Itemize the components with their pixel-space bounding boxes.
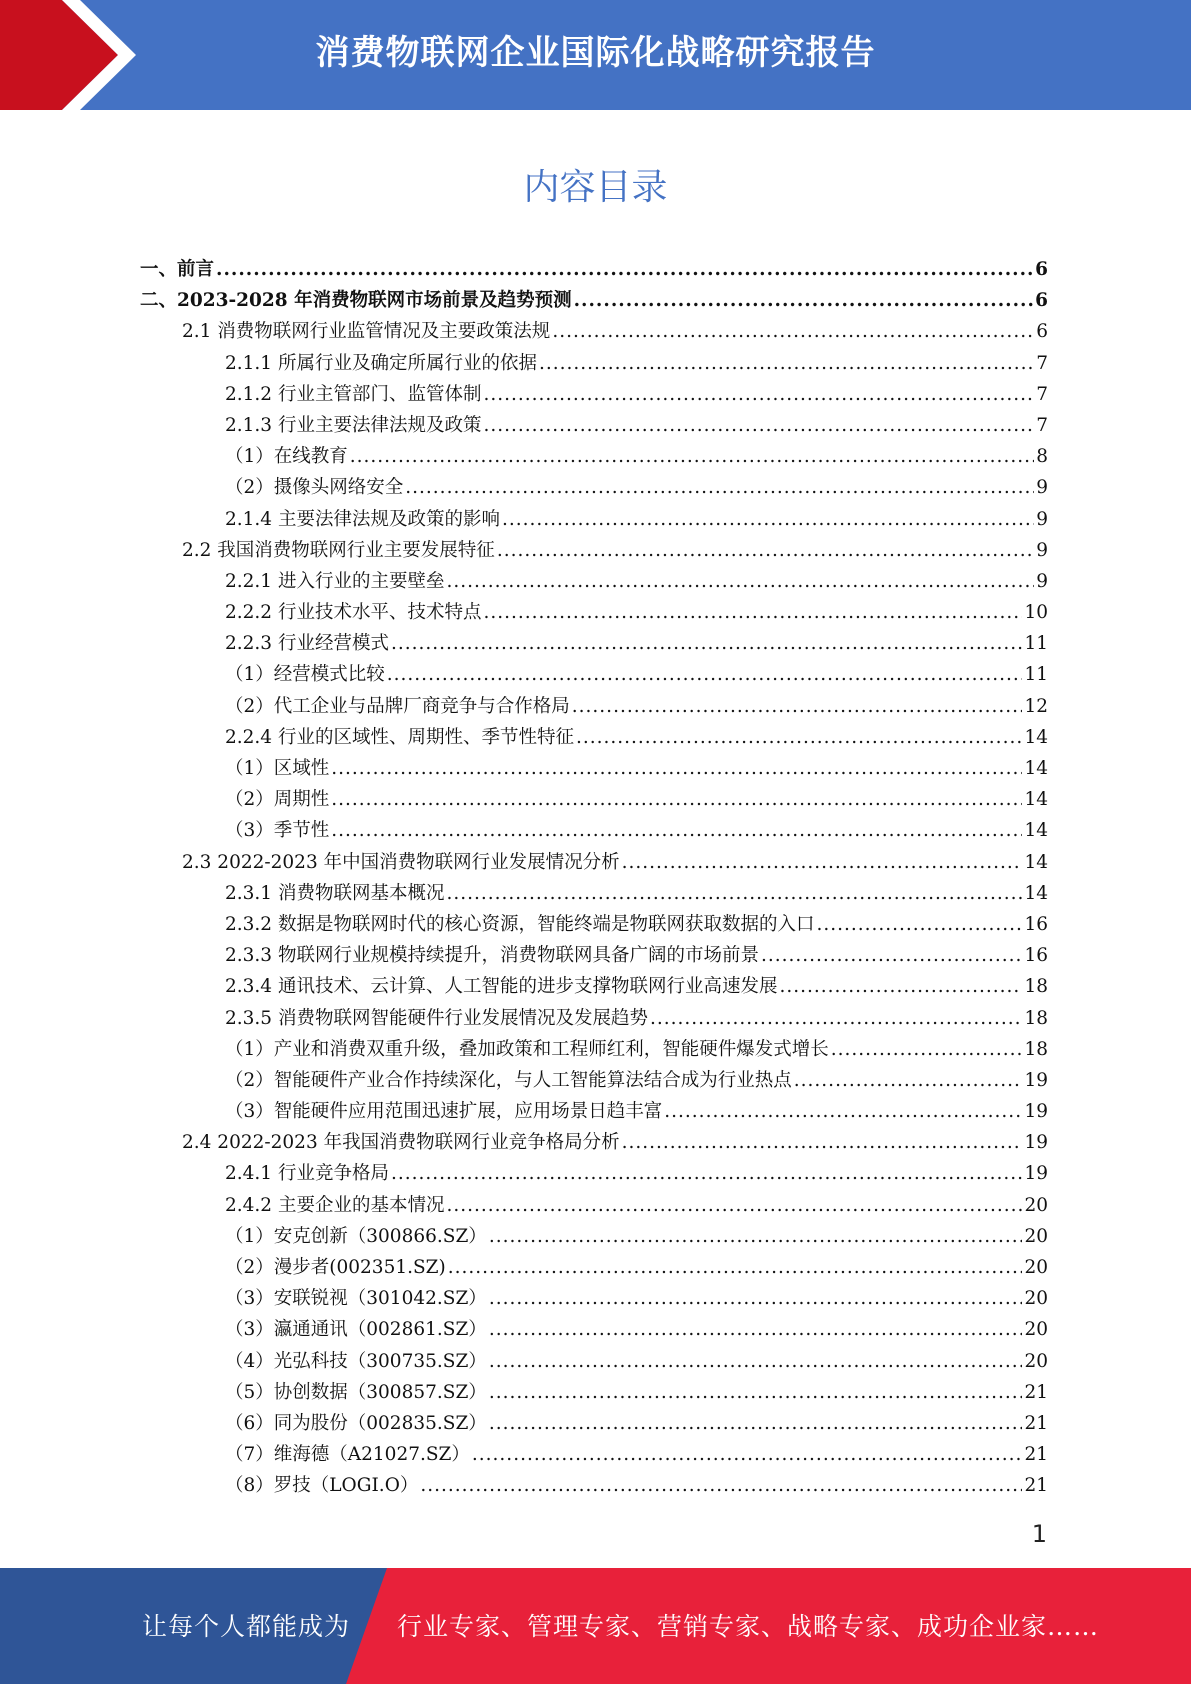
toc-entry-page: 18: [1024, 976, 1048, 998]
toc-leader-dots: [497, 535, 1034, 566]
toc-entry-label: 2.2.2 行业技术水平、技术特点: [225, 602, 482, 624]
toc-entry-label: （1）安克创新（300866.SZ）: [225, 1225, 487, 1247]
header-banner: [0, 0, 1191, 110]
toc-entry[interactable]: [140, 691, 1048, 722]
toc-leader-dots: [489, 1346, 1023, 1377]
toc-entry-page: 16: [1024, 945, 1048, 967]
toc-entry-label: （8）罗技（LOGI.O）: [225, 1475, 419, 1497]
toc-leader-dots: [420, 1470, 1022, 1501]
toc-leader-dots: [446, 566, 1034, 597]
toc-entry[interactable]: [140, 628, 1048, 659]
report-title: 消费物联网企业国际化战略研究报告: [315, 33, 876, 73]
toc-entry-label: （4）光弘科技（300735.SZ）: [225, 1350, 487, 1372]
toc-leader-dots: [502, 504, 1034, 535]
toc-entry[interactable]: [140, 722, 1048, 753]
toc-leader-dots: [331, 753, 1022, 784]
toc-entry-label: （7）维海德（A21027.SZ）: [225, 1444, 470, 1466]
toc-leader-dots: [650, 1003, 1022, 1034]
toc-entry-label: 2.1.2 行业主管部门、监管体制: [225, 383, 482, 405]
toc-title: 内容目录: [523, 167, 668, 208]
toc-entry[interactable]: [140, 878, 1048, 909]
toc-entry-label: 2.4.1 行业竞争格局: [225, 1163, 389, 1185]
toc-leader-dots: [779, 971, 1022, 1002]
toc-entry[interactable]: [140, 472, 1048, 503]
toc-entry[interactable]: [140, 1408, 1048, 1439]
toc-entry[interactable]: [140, 753, 1048, 784]
toc-leader-dots: [664, 1096, 1022, 1127]
toc-entry-page: 10: [1024, 602, 1048, 624]
toc-entry-label: 2.1.4 主要法律法规及政策的影响: [225, 508, 500, 530]
toc-entry[interactable]: [140, 784, 1048, 815]
toc-entry-page: 6: [1035, 259, 1048, 280]
toc-entry[interactable]: [140, 254, 1048, 285]
toc-leader-dots: [831, 1034, 1023, 1065]
toc-entry-label: （6）同为股份（002835.SZ）: [225, 1412, 487, 1434]
toc-entry-page: 9: [1036, 508, 1048, 530]
toc-entry[interactable]: [140, 1003, 1048, 1034]
toc-leader-dots: [331, 784, 1022, 815]
toc-entry-label: （2）代工企业与品牌厂商竞争与合作格局: [225, 695, 570, 717]
toc-entry[interactable]: [140, 909, 1048, 940]
toc-entry-label: 2.3.5 消费物联网智能硬件行业发展情况及发展趋势: [225, 1007, 648, 1029]
toc-entry-label: 2.1.3 行业主要法律法规及政策: [225, 414, 482, 436]
toc-entry[interactable]: [140, 1158, 1048, 1189]
toc-entry[interactable]: [140, 441, 1048, 472]
toc-entry[interactable]: [140, 566, 1048, 597]
toc-entry-label: 2.2 我国消费物联网行业主要发展特征: [182, 539, 495, 561]
header-arrow-icon: [0, 0, 150, 110]
toc-entry-page: 11: [1024, 633, 1048, 655]
toc-entry[interactable]: [140, 971, 1048, 1002]
toc-entry-label: （2）摄像头网络安全: [225, 477, 404, 499]
toc-entry-label: 2.3.4 通讯技术、云计算、人工智能的进步支撑物联网行业高速发展: [225, 976, 778, 998]
toc-entry-page: 9: [1036, 539, 1048, 561]
toc-entry[interactable]: [140, 285, 1048, 316]
toc-leader-dots: [576, 722, 1022, 753]
toc-entry-page: 19: [1024, 1069, 1048, 1091]
toc-entry[interactable]: [140, 1439, 1048, 1470]
toc-entry-page: 14: [1024, 882, 1048, 904]
toc-leader-dots: [391, 1158, 1022, 1189]
toc-entry[interactable]: [140, 1314, 1048, 1345]
toc-entry-page: 14: [1024, 789, 1048, 811]
toc-entry-label: （2）周期性: [225, 789, 330, 811]
toc-leader-dots: [446, 878, 1022, 909]
toc-leader-dots: [446, 1190, 1022, 1221]
toc-entry[interactable]: [140, 1470, 1048, 1501]
toc-leader-dots: [489, 1283, 1023, 1314]
toc-leader-dots: [794, 1065, 1023, 1096]
toc-entry-label: 2.2.4 行业的区域性、周期性、季节性特征: [225, 726, 574, 748]
toc-entry[interactable]: [140, 1346, 1048, 1377]
toc-entry-page: 20: [1024, 1194, 1048, 1216]
toc-entry-label: 一、前言: [140, 259, 215, 280]
toc-entry-page: 20: [1024, 1225, 1048, 1247]
toc-entry[interactable]: [140, 1283, 1048, 1314]
toc-entry-label: （1）区域性: [225, 758, 330, 779]
toc-entry-label: （5）协创数据（300857.SZ）: [225, 1381, 487, 1403]
toc-leader-dots: [448, 1252, 1023, 1283]
footer-banner: [0, 1568, 1191, 1684]
toc-leader-dots: [483, 379, 1034, 410]
toc-leader-dots: [539, 348, 1034, 379]
toc-leader-dots: [622, 847, 1023, 878]
toc-leader-dots: [572, 691, 1023, 722]
footer-slogan-left: 让每个人都能成为: [142, 1612, 351, 1641]
toc-leader-dots: [216, 254, 1033, 285]
toc-entry-label: 二、2023-2028 年消费物联网市场前景及趋势预测: [140, 290, 572, 312]
toc-entry[interactable]: [140, 1221, 1048, 1252]
toc-entry-page: 6: [1036, 321, 1048, 343]
page-number: 1: [1031, 1520, 1047, 1548]
toc-leader-dots: [472, 1439, 1023, 1470]
toc-leader-dots: [761, 940, 1022, 971]
toc-entry-page: 20: [1024, 1288, 1048, 1310]
toc-entry[interactable]: [140, 1377, 1048, 1408]
toc-entry-page: 21: [1024, 1412, 1048, 1434]
toc-entry-label: （2）漫步者(002351.SZ): [225, 1257, 446, 1278]
toc-entry-page: 18: [1024, 1038, 1048, 1060]
toc-entry-label: （3）安联锐视（301042.SZ）: [225, 1288, 487, 1310]
toc-entry-page: 14: [1024, 851, 1048, 873]
toc-entry-page: 19: [1024, 1101, 1048, 1123]
toc-entry-label: 2.3.3 物联网行业规模持续提升，消费物联网具备广阔的市场前景: [225, 945, 759, 967]
toc-leader-dots: [331, 815, 1022, 846]
toc-entry[interactable]: [140, 1190, 1048, 1221]
toc-entry-label: 2.4.2 主要企业的基本情况: [225, 1194, 445, 1216]
toc-entry-page: 9: [1036, 570, 1048, 592]
toc-entry[interactable]: [140, 410, 1048, 441]
toc-leader-dots: [816, 909, 1022, 940]
toc-entry-label: 2.3.2 数据是物联网时代的核心资源，智能终端是物联网获取数据的入口: [225, 913, 815, 935]
toc-entry-page: 14: [1024, 820, 1048, 842]
toc-entry[interactable]: [140, 940, 1048, 971]
toc-entry[interactable]: [140, 597, 1048, 628]
toc-entry-page: 11: [1024, 664, 1048, 686]
toc-entry-label: 2.3.1 消费物联网基本概况: [225, 882, 445, 904]
toc-entry-label: 2.2.3 行业经营模式: [225, 633, 389, 655]
toc-entry[interactable]: [140, 847, 1048, 878]
toc-entry-page: 19: [1024, 1163, 1048, 1185]
toc-entry-page: 21: [1024, 1475, 1048, 1497]
toc-entry-label: （3）瀛通通讯（002861.SZ）: [225, 1319, 487, 1341]
toc-entry-page: 21: [1024, 1381, 1048, 1403]
toc-leader-dots: [622, 1127, 1023, 1158]
toc-entry-label: 2.1.1 所属行业及确定所属行业的依据: [225, 352, 537, 374]
toc-leader-dots: [483, 410, 1034, 441]
toc-entry-label: 2.2.1 进入行业的主要壁垒: [225, 570, 445, 592]
toc-entry-page: 20: [1024, 1257, 1048, 1278]
toc-entry-page: 21: [1024, 1444, 1048, 1466]
toc-leader-dots: [552, 316, 1034, 347]
toc-entry-label: （2）智能硬件产业合作持续深化，与人工智能算法结合成为行业热点: [225, 1069, 792, 1091]
toc-entry[interactable]: [140, 1252, 1048, 1283]
toc-entry-page: 6: [1035, 290, 1048, 312]
toc-leader-dots: [489, 1314, 1023, 1345]
toc-entry-page: 7: [1036, 414, 1048, 436]
toc-entry-page: 20: [1024, 1350, 1048, 1372]
footer-slogan-right: 行业专家、管理专家、营销专家、战略专家、成功企业家……: [397, 1612, 1100, 1641]
toc-entry-label: 2.4 2022-2023 年我国消费物联网行业竞争格局分析: [182, 1132, 620, 1154]
toc-entry-page: 9: [1036, 477, 1048, 499]
toc-entry-page: 7: [1036, 352, 1048, 374]
toc-leader-dots: [489, 1408, 1023, 1439]
toc-entry[interactable]: [140, 1034, 1048, 1065]
toc-entry-page: 16: [1024, 913, 1048, 935]
toc-entry[interactable]: [140, 1127, 1048, 1158]
toc-entry-page: 8: [1036, 446, 1048, 468]
toc-entry[interactable]: [140, 535, 1048, 566]
toc-entry[interactable]: [140, 504, 1048, 535]
toc-entry[interactable]: [140, 348, 1048, 379]
toc-entry[interactable]: [140, 1065, 1048, 1096]
toc-leader-dots: [574, 285, 1034, 316]
toc-entry-label: 2.3 2022-2023 年中国消费物联网行业发展情况分析: [182, 851, 620, 873]
toc-entry-page: 7: [1036, 383, 1048, 405]
toc-leader-dots: [489, 1221, 1023, 1252]
toc-leader-dots: [391, 628, 1022, 659]
toc-entry-page: 12: [1024, 695, 1048, 717]
toc-entry-label: （1）产业和消费双重升级，叠加政策和工程师红利，智能硬件爆发式增长: [225, 1038, 829, 1060]
toc-entry-page: 14: [1024, 726, 1048, 748]
toc-leader-dots: [387, 659, 1023, 690]
toc-entry[interactable]: [140, 1096, 1048, 1127]
toc-entry-label: （1）在线教育: [225, 446, 348, 468]
toc-entry-label: （3）季节性: [225, 820, 330, 842]
toc-entry-page: 14: [1024, 758, 1048, 779]
toc-leader-dots: [405, 472, 1034, 503]
toc-entry-label: 2.1 消费物联网行业监管情况及主要政策法规: [182, 321, 551, 343]
toc-leader-dots: [489, 1377, 1023, 1408]
table-of-contents: [140, 254, 1048, 1502]
toc-entry-label: （1）经营模式比较: [225, 664, 385, 686]
toc-entry[interactable]: [140, 659, 1048, 690]
toc-entry-page: 18: [1024, 1007, 1048, 1029]
toc-leader-dots: [350, 441, 1034, 472]
toc-entry[interactable]: [140, 379, 1048, 410]
toc-entry[interactable]: [140, 316, 1048, 347]
toc-entry-label: （3）智能硬件应用范围迅速扩展，应用场景日趋丰富: [225, 1101, 663, 1123]
toc-leader-dots: [483, 597, 1022, 628]
toc-entry-page: 20: [1024, 1319, 1048, 1341]
toc-entry-page: 19: [1024, 1132, 1048, 1154]
toc-entry[interactable]: [140, 815, 1048, 846]
